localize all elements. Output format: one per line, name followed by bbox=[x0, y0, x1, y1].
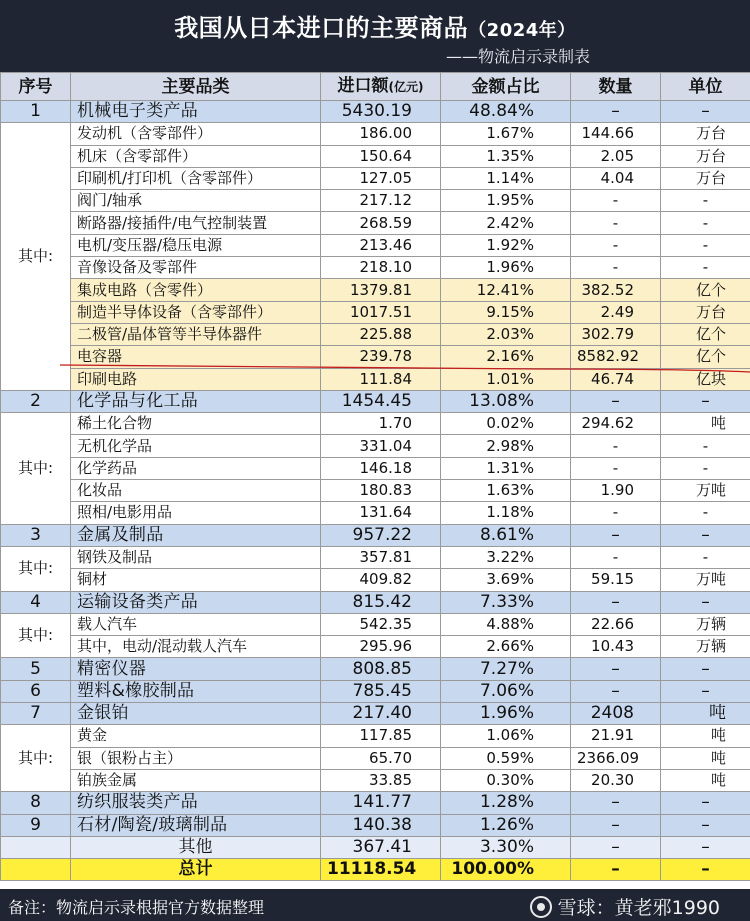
row-index: 5 bbox=[1, 658, 71, 680]
row-share: 1.92% bbox=[441, 234, 571, 256]
row-unit: – bbox=[661, 101, 750, 123]
table-row bbox=[1, 725, 750, 747]
row-unit: 吨 bbox=[661, 769, 750, 791]
row-import-value: 213.46 bbox=[321, 234, 441, 256]
row-quantity: - bbox=[571, 257, 661, 279]
row-unit: 万台 bbox=[661, 145, 750, 167]
row-quantity: 46.74 bbox=[571, 368, 661, 390]
table-row bbox=[1, 145, 750, 167]
row-category: 金银铂 bbox=[71, 703, 321, 725]
header-share: 金额占比 bbox=[441, 73, 571, 101]
row-category: 化学药品 bbox=[71, 457, 321, 479]
row-import-value: 117.85 bbox=[321, 725, 441, 747]
row-share: 0.02% bbox=[441, 413, 571, 435]
row-import-value: 367.41 bbox=[321, 836, 441, 858]
table-row bbox=[1, 814, 750, 836]
row-unit: 万辆 bbox=[661, 636, 750, 658]
row-import-value: 218.10 bbox=[321, 257, 441, 279]
row-quantity: – bbox=[571, 101, 661, 123]
row-share: 2.42% bbox=[441, 212, 571, 234]
table-row bbox=[1, 792, 750, 814]
row-import-value: 331.04 bbox=[321, 435, 441, 457]
row-quantity: 2408 bbox=[571, 703, 661, 725]
table-row bbox=[1, 658, 750, 680]
watermark bbox=[530, 893, 720, 920]
row-unit: - bbox=[661, 190, 750, 212]
row-index bbox=[1, 836, 71, 858]
row-import-value: 808.85 bbox=[321, 658, 441, 680]
row-import-value: 268.59 bbox=[321, 212, 441, 234]
row-import-value: 225.88 bbox=[321, 323, 441, 345]
sub-group-label: 其中: bbox=[1, 546, 71, 591]
row-category: 机床（含零部件） bbox=[71, 145, 321, 167]
row-import-value: 33.85 bbox=[321, 769, 441, 791]
row-share: 7.33% bbox=[441, 591, 571, 613]
row-category: 照相/电影用品 bbox=[71, 502, 321, 524]
row-category: 载人汽车 bbox=[71, 613, 321, 635]
row-share: 2.16% bbox=[441, 346, 571, 368]
row-import-value: 1454.45 bbox=[321, 390, 441, 412]
table-row bbox=[1, 480, 750, 502]
row-category: 运输设备类产品 bbox=[71, 591, 321, 613]
row-index: 6 bbox=[1, 680, 71, 702]
row-share: 9.15% bbox=[441, 301, 571, 323]
row-index: 3 bbox=[1, 524, 71, 546]
row-share: 3.69% bbox=[441, 569, 571, 591]
table-row bbox=[1, 502, 750, 524]
row-quantity: 144.66 bbox=[571, 123, 661, 145]
row-unit: – bbox=[661, 859, 750, 881]
header-import-value-unit: (亿元) bbox=[388, 80, 424, 94]
row-category: 稀土化合物 bbox=[71, 413, 321, 435]
header-import-value-label: 进口额 bbox=[337, 76, 389, 96]
snowball-logo-icon bbox=[530, 896, 552, 918]
row-unit: 吨 bbox=[661, 703, 750, 725]
row-quantity: - bbox=[571, 435, 661, 457]
row-share: 1.63% bbox=[441, 480, 571, 502]
table-row bbox=[1, 859, 750, 881]
table-row bbox=[1, 167, 750, 189]
row-unit: – bbox=[661, 591, 750, 613]
row-category: 精密仪器 bbox=[71, 658, 321, 680]
row-unit: – bbox=[661, 524, 750, 546]
row-import-value: 127.05 bbox=[321, 167, 441, 189]
row-quantity: 20.30 bbox=[571, 769, 661, 791]
row-share: 1.96% bbox=[441, 703, 571, 725]
row-quantity: – bbox=[571, 591, 661, 613]
row-category: 其他 bbox=[71, 836, 321, 858]
row-category: 断路器/接插件/电气控制装置 bbox=[71, 212, 321, 234]
row-share: 3.30% bbox=[441, 836, 571, 858]
row-quantity: – bbox=[571, 524, 661, 546]
header-import-value bbox=[321, 73, 441, 101]
row-quantity: 10.43 bbox=[571, 636, 661, 658]
row-category: 化学品与化工品 bbox=[71, 390, 321, 412]
table-row bbox=[1, 212, 750, 234]
row-category: 其中，电动/混动载人汽车 bbox=[71, 636, 321, 658]
row-quantity: - bbox=[571, 190, 661, 212]
row-unit: 万吨 bbox=[661, 569, 750, 591]
table-row bbox=[1, 769, 750, 791]
header-category: 主要品类 bbox=[71, 73, 321, 101]
row-index: 7 bbox=[1, 703, 71, 725]
row-category: 发动机（含零部件） bbox=[71, 123, 321, 145]
table-row bbox=[1, 257, 750, 279]
page-subtitle: ——物流启示录制表 bbox=[445, 47, 590, 66]
row-share: 1.28% bbox=[441, 792, 571, 814]
row-import-value: 785.45 bbox=[321, 680, 441, 702]
row-category: 银（银粉占主） bbox=[71, 747, 321, 769]
row-share: 1.35% bbox=[441, 145, 571, 167]
row-import-value: 146.18 bbox=[321, 457, 441, 479]
row-category: 纺织服装类产品 bbox=[71, 792, 321, 814]
table-row bbox=[1, 435, 750, 457]
row-share: 13.08% bbox=[441, 390, 571, 412]
table-row bbox=[1, 546, 750, 568]
row-category: 塑料&橡胶制品 bbox=[71, 680, 321, 702]
footer-note: 备注：物流启示录根据官方数据整理 bbox=[8, 898, 265, 917]
sub-group-label: 其中: bbox=[1, 725, 71, 792]
row-category: 总计 bbox=[71, 859, 321, 881]
row-category: 电容器 bbox=[71, 346, 321, 368]
row-share: 12.41% bbox=[441, 279, 571, 301]
row-share: 4.88% bbox=[441, 613, 571, 635]
table-row bbox=[1, 413, 750, 435]
row-import-value: 131.64 bbox=[321, 502, 441, 524]
row-category: 铂族金属 bbox=[71, 769, 321, 791]
row-index: 2 bbox=[1, 390, 71, 412]
footer-bar bbox=[0, 889, 750, 921]
row-quantity: - bbox=[571, 212, 661, 234]
row-share: 0.30% bbox=[441, 769, 571, 791]
row-unit: - bbox=[661, 212, 750, 234]
row-share: 1.67% bbox=[441, 123, 571, 145]
row-category: 电机/变压器/稳压电源 bbox=[71, 234, 321, 256]
row-unit: – bbox=[661, 792, 750, 814]
row-unit: - bbox=[661, 257, 750, 279]
row-category: 无机化学品 bbox=[71, 435, 321, 457]
table-header-row bbox=[1, 73, 750, 101]
row-quantity: 294.62 bbox=[571, 413, 661, 435]
row-quantity: - bbox=[571, 234, 661, 256]
row-index: 4 bbox=[1, 591, 71, 613]
row-share: 1.95% bbox=[441, 190, 571, 212]
row-import-value: 1379.81 bbox=[321, 279, 441, 301]
row-unit: 吨 bbox=[661, 413, 750, 435]
row-unit: - bbox=[661, 457, 750, 479]
row-quantity: – bbox=[571, 836, 661, 858]
row-import-value: 186.00 bbox=[321, 123, 441, 145]
row-category: 石材/陶瓷/玻璃制品 bbox=[71, 814, 321, 836]
row-quantity: – bbox=[571, 680, 661, 702]
row-share: 1.31% bbox=[441, 457, 571, 479]
row-import-value: 295.96 bbox=[321, 636, 441, 658]
row-index bbox=[1, 859, 71, 881]
header-quantity: 数量 bbox=[571, 73, 661, 101]
table-row bbox=[1, 680, 750, 702]
header-index: 序号 bbox=[1, 73, 71, 101]
table-row bbox=[1, 123, 750, 145]
row-import-value: 5430.19 bbox=[321, 101, 441, 123]
row-share: 2.03% bbox=[441, 323, 571, 345]
table-row bbox=[1, 613, 750, 635]
table-row bbox=[1, 457, 750, 479]
header-bar bbox=[0, 0, 750, 72]
row-index: 8 bbox=[1, 792, 71, 814]
row-category: 印刷机/打印机（含零部件） bbox=[71, 167, 321, 189]
row-category: 阀门/轴承 bbox=[71, 190, 321, 212]
table-body bbox=[1, 101, 750, 881]
row-category: 金属及制品 bbox=[71, 524, 321, 546]
row-share: 7.27% bbox=[441, 658, 571, 680]
row-unit: – bbox=[661, 390, 750, 412]
row-category: 钢铁及制品 bbox=[71, 546, 321, 568]
row-import-value: 11118.54 bbox=[321, 859, 441, 881]
row-share: 1.18% bbox=[441, 502, 571, 524]
table-row bbox=[1, 101, 750, 123]
row-import-value: 150.64 bbox=[321, 145, 441, 167]
row-unit: - bbox=[661, 234, 750, 256]
row-unit: 亿个 bbox=[661, 346, 750, 368]
row-quantity: 1.90 bbox=[571, 480, 661, 502]
table-row bbox=[1, 390, 750, 412]
row-share: 48.84% bbox=[441, 101, 571, 123]
row-unit: 亿块 bbox=[661, 368, 750, 390]
row-import-value: 141.77 bbox=[321, 792, 441, 814]
row-category: 铜材 bbox=[71, 569, 321, 591]
red-underline-annotation bbox=[60, 363, 750, 375]
row-unit: - bbox=[661, 435, 750, 457]
row-quantity: 8582.92 bbox=[571, 346, 661, 368]
row-import-value: 140.38 bbox=[321, 814, 441, 836]
row-quantity: – bbox=[571, 814, 661, 836]
row-import-value: 217.12 bbox=[321, 190, 441, 212]
row-import-value: 1017.51 bbox=[321, 301, 441, 323]
title-text: 我国从日本进口的主要商品 bbox=[174, 14, 469, 42]
row-category: 集成电路（含零件） bbox=[71, 279, 321, 301]
row-quantity: - bbox=[571, 457, 661, 479]
row-import-value: 409.82 bbox=[321, 569, 441, 591]
row-share: 8.61% bbox=[441, 524, 571, 546]
row-share: 1.06% bbox=[441, 725, 571, 747]
row-import-value: 357.81 bbox=[321, 546, 441, 568]
row-category: 制造半导体设备（含零部件） bbox=[71, 301, 321, 323]
row-share: 7.06% bbox=[441, 680, 571, 702]
row-unit: 亿个 bbox=[661, 323, 750, 345]
row-unit: - bbox=[661, 546, 750, 568]
row-unit: – bbox=[661, 836, 750, 858]
table-row bbox=[1, 279, 750, 301]
row-quantity: - bbox=[571, 546, 661, 568]
row-quantity: – bbox=[571, 859, 661, 881]
row-unit: 吨 bbox=[661, 747, 750, 769]
sub-group-label: 其中: bbox=[1, 413, 71, 524]
table-row bbox=[1, 703, 750, 725]
row-quantity: 22.66 bbox=[571, 613, 661, 635]
row-share: 1.14% bbox=[441, 167, 571, 189]
row-quantity: - bbox=[571, 502, 661, 524]
row-import-value: 111.84 bbox=[321, 368, 441, 390]
table-row bbox=[1, 190, 750, 212]
table-row bbox=[1, 301, 750, 323]
row-category: 化妆品 bbox=[71, 480, 321, 502]
row-share: 100.00% bbox=[441, 859, 571, 881]
row-unit: 万吨 bbox=[661, 480, 750, 502]
row-category: 二极管/晶体管等半导体器件 bbox=[71, 323, 321, 345]
row-import-value: 217.40 bbox=[321, 703, 441, 725]
row-share: 1.96% bbox=[441, 257, 571, 279]
row-category: 印刷电路 bbox=[71, 368, 321, 390]
row-import-value: 65.70 bbox=[321, 747, 441, 769]
table-row bbox=[1, 836, 750, 858]
watermark-text: 雪球：黄老邪1990 bbox=[557, 897, 720, 919]
row-unit: 万台 bbox=[661, 301, 750, 323]
row-quantity: 2366.09 bbox=[571, 747, 661, 769]
row-import-value: 1.70 bbox=[321, 413, 441, 435]
row-quantity: 382.52 bbox=[571, 279, 661, 301]
row-unit: – bbox=[661, 658, 750, 680]
row-quantity: 2.49 bbox=[571, 301, 661, 323]
row-share: 1.26% bbox=[441, 814, 571, 836]
table-row bbox=[1, 234, 750, 256]
row-unit: 吨 bbox=[661, 725, 750, 747]
row-quantity: 2.05 bbox=[571, 145, 661, 167]
header-unit: 单位 bbox=[661, 73, 750, 101]
sub-group-label: 其中: bbox=[1, 123, 71, 391]
row-unit: 万台 bbox=[661, 123, 750, 145]
row-index: 9 bbox=[1, 814, 71, 836]
table-row bbox=[1, 636, 750, 658]
table-row bbox=[1, 569, 750, 591]
row-import-value: 815.42 bbox=[321, 591, 441, 613]
row-quantity: 302.79 bbox=[571, 323, 661, 345]
row-quantity: – bbox=[571, 792, 661, 814]
row-unit: – bbox=[661, 680, 750, 702]
table-row bbox=[1, 323, 750, 345]
row-quantity: 4.04 bbox=[571, 167, 661, 189]
row-import-value: 239.78 bbox=[321, 346, 441, 368]
row-quantity: 59.15 bbox=[571, 569, 661, 591]
row-category: 音像设备及零部件 bbox=[71, 257, 321, 279]
title-year: （2024年） bbox=[468, 20, 576, 41]
row-unit: – bbox=[661, 814, 750, 836]
row-share: 2.66% bbox=[441, 636, 571, 658]
row-unit: - bbox=[661, 502, 750, 524]
row-quantity: 21.91 bbox=[571, 725, 661, 747]
table-row bbox=[1, 591, 750, 613]
row-import-value: 180.83 bbox=[321, 480, 441, 502]
row-import-value: 542.35 bbox=[321, 613, 441, 635]
row-import-value: 957.22 bbox=[321, 524, 441, 546]
row-share: 0.59% bbox=[441, 747, 571, 769]
table-row bbox=[1, 524, 750, 546]
row-unit: 亿个 bbox=[661, 279, 750, 301]
row-category: 机械电子类产品 bbox=[71, 101, 321, 123]
row-quantity: – bbox=[571, 390, 661, 412]
import-table bbox=[0, 72, 750, 881]
table-row bbox=[1, 747, 750, 769]
sub-group-label: 其中: bbox=[1, 613, 71, 658]
row-unit: 万辆 bbox=[661, 613, 750, 635]
row-unit: 万台 bbox=[661, 167, 750, 189]
page-title bbox=[0, 8, 750, 43]
row-category: 黄金 bbox=[71, 725, 321, 747]
row-share: 1.01% bbox=[441, 368, 571, 390]
row-share: 2.98% bbox=[441, 435, 571, 457]
row-index: 1 bbox=[1, 101, 71, 123]
row-share: 3.22% bbox=[441, 546, 571, 568]
row-quantity: – bbox=[571, 658, 661, 680]
